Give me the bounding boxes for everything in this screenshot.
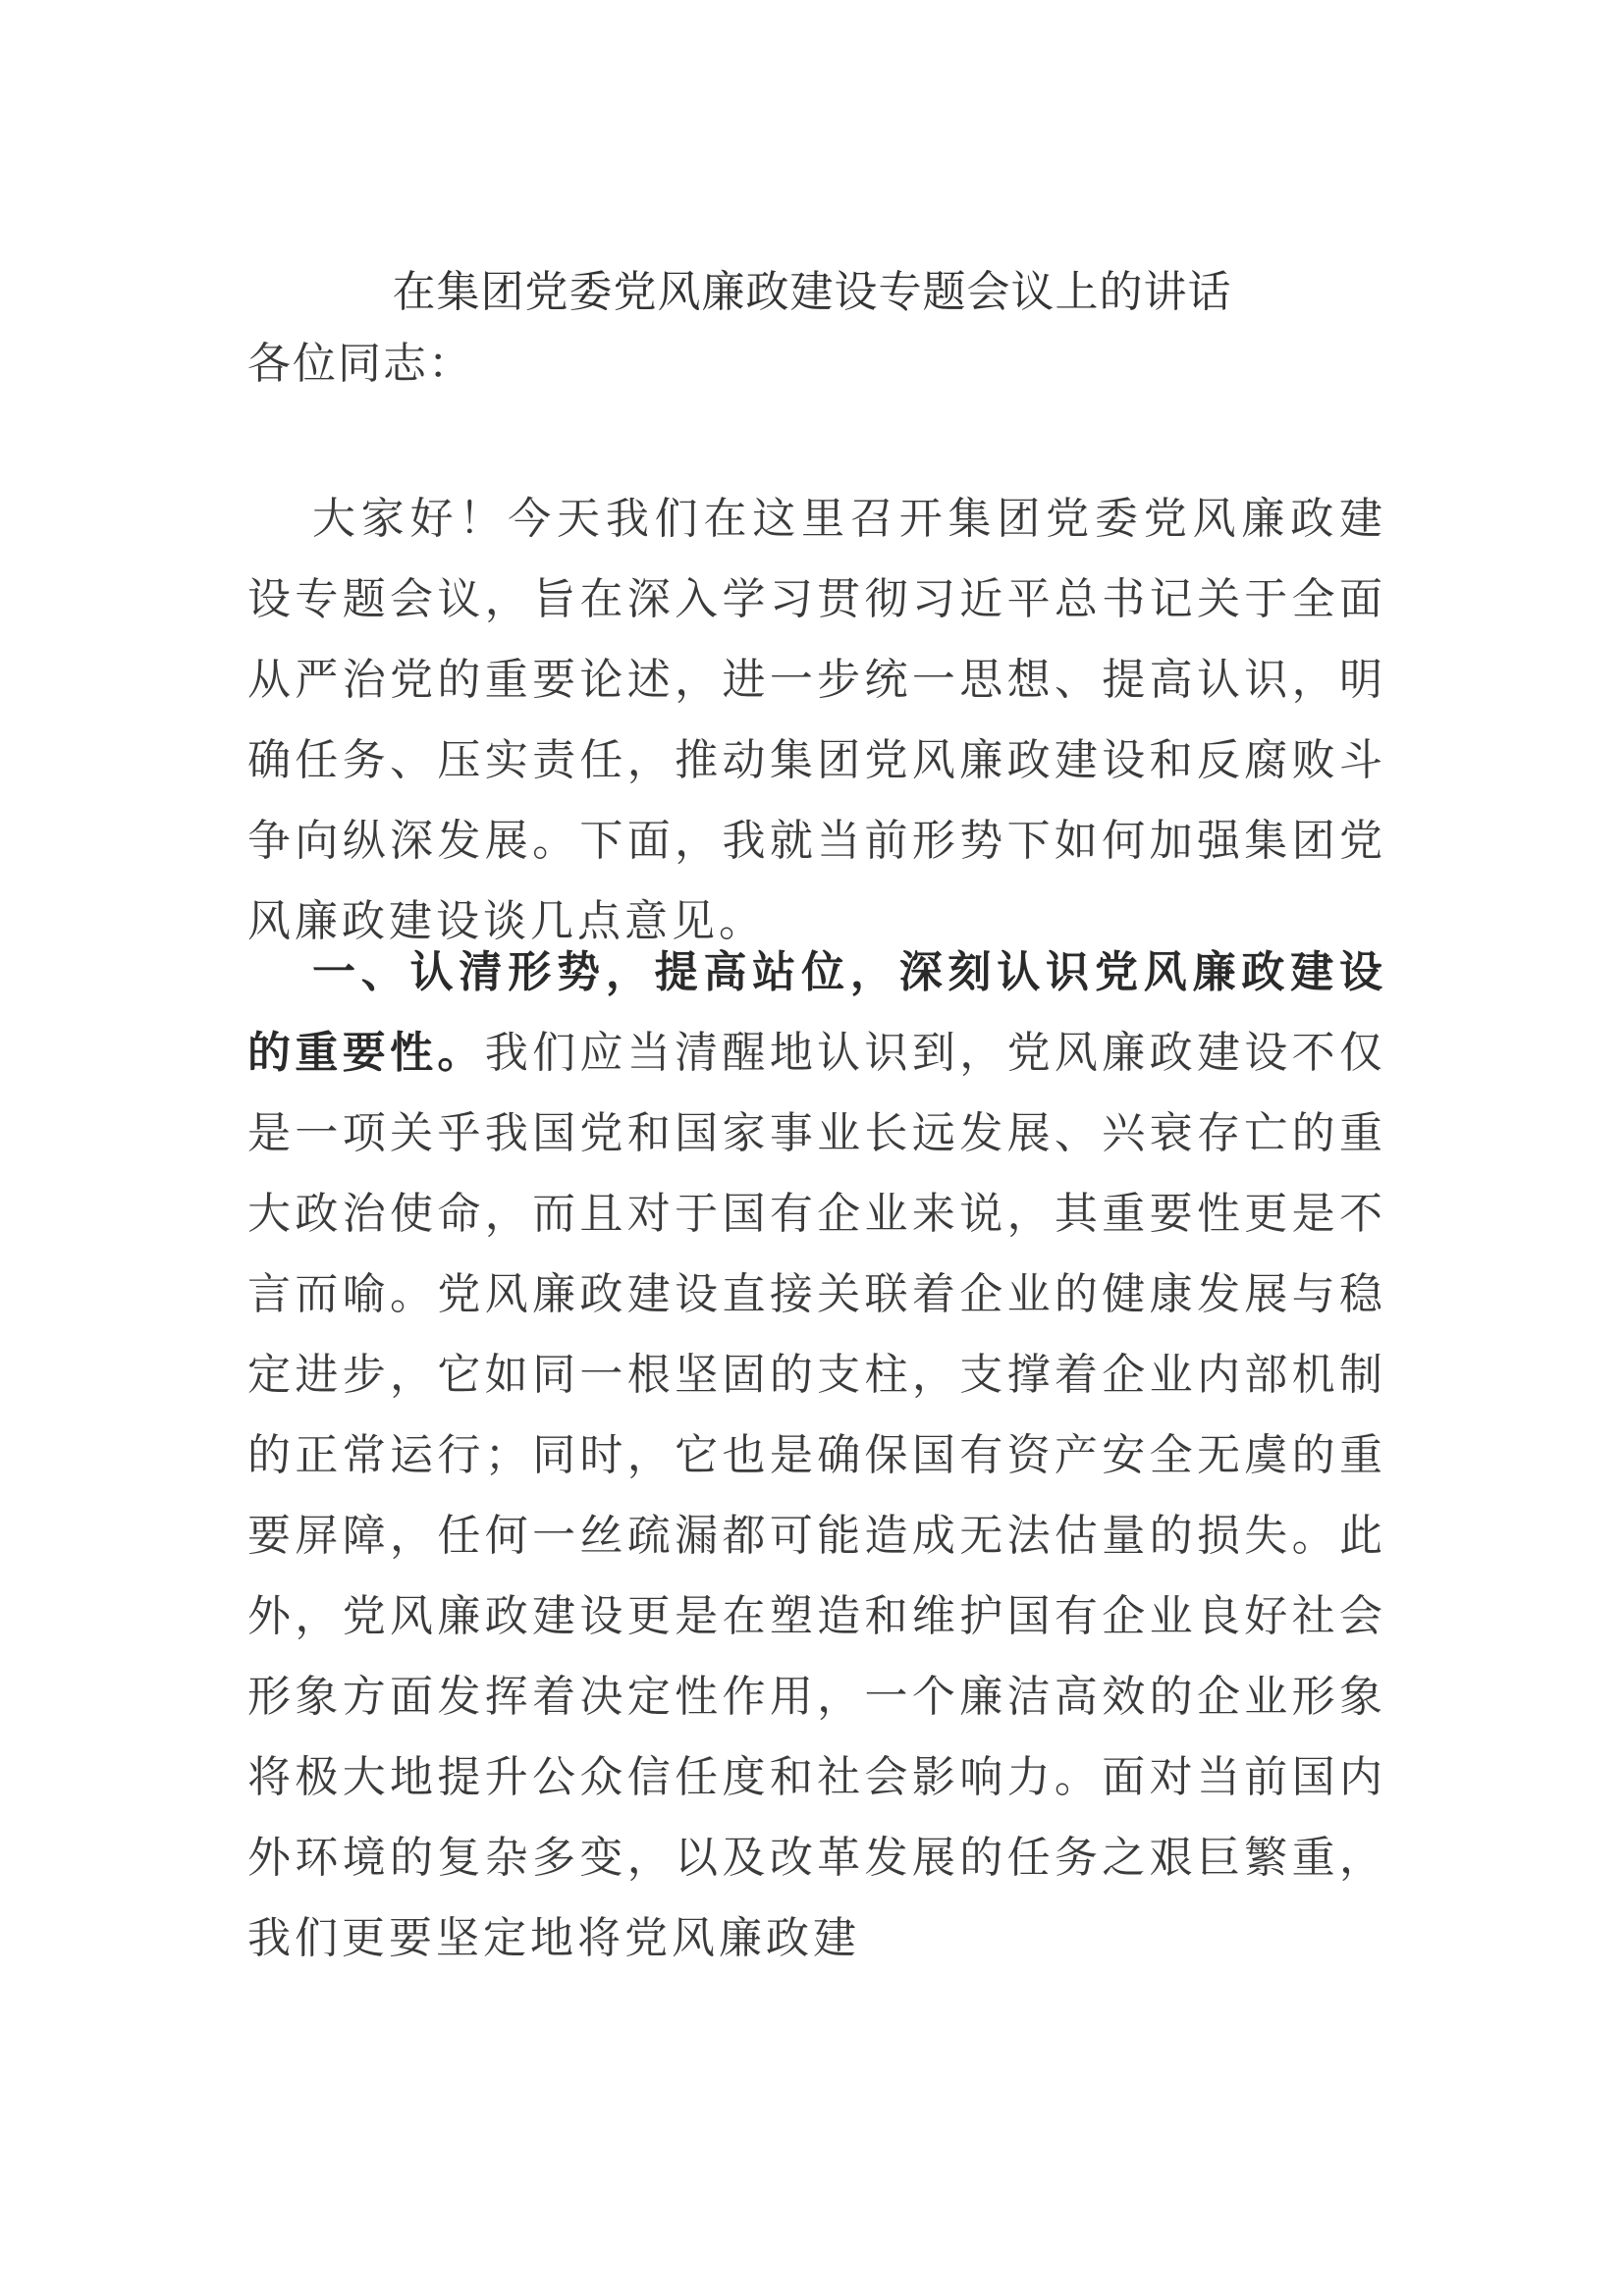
salutation: 各位同志：: [247, 339, 473, 389]
paragraph-opening: 大家好！今天我们在这里召开集团党委党风廉政建设专题会议，旨在深入学习贯彻习近平总书记关于全面从严治党的重要论述，进一步统一思想、提高认识，明确任务、压实责任，推动集团党风廉政建设和反腐败斗争向纵深发展。下面，我就当前形势下如何加强集团党风廉政建设谈几点意见。: [247, 494, 1386, 946]
paragraph-section-one: [247, 933, 1386, 1979]
document-title: 在集团党委党风廉政建设专题会议上的讲话: [392, 267, 1232, 317]
section-one-heading: 一、认清形势，提高站位，深刻认识党风廉政建设的重要性。: [247, 947, 1386, 1078]
section-one-text: 我们应当清醒地认识到，党风廉政建设不仅是一项关乎我国党和国家事业长远发展、兴衰存亡的重大政治使命，而且对于国有企业来说，其重要性更是不言而喻。党风廉政建设直接关联着企业的健康发展与稳定进步，它如同一根坚固的支柱，支撑着企业内部机制的正常运行；同时，它也是确保国有资产安全无虞的重要屏障，任何一丝疏漏都可能造成无法估量的损失。此外，党风廉政建设更是在塑造和维护国有企业良好社会形象方面发挥着决定性作用，一个廉洁高效的企业形象将极大地提升公众信任度和社会影响力。面对当前国内外环境的复杂多变，以及改革发展的任务之艰巨繁重，我们更要坚定地将党风廉政建: [247, 1028, 1387, 1963]
